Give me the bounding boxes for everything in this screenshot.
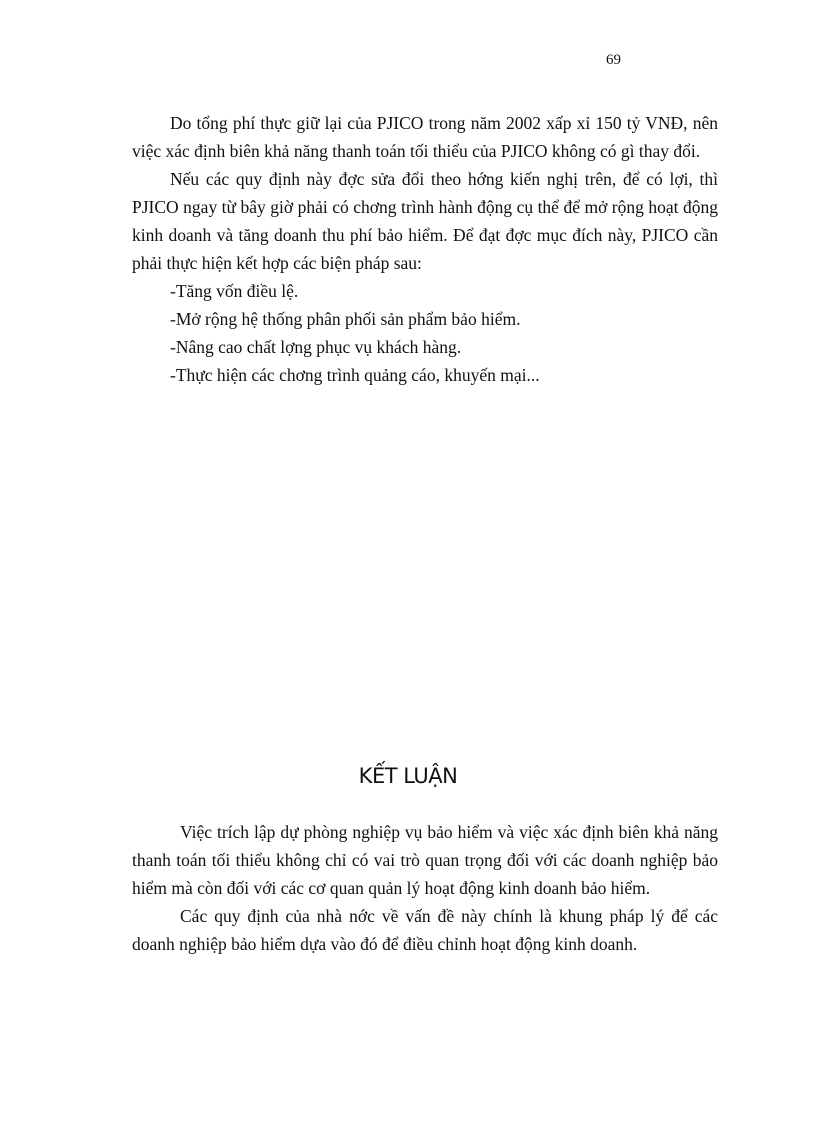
paragraph-conclusion-legal-framework: Các quy định của nhà nớc về vấn đề này chính là khung pháp lý để các doanh nghiệp bảo hiểm dựa vào đó để điều chỉnh hoạt động kinh doanh.: [132, 906, 718, 954]
list-item: -Thực hiện các chơng trình quảng cáo, khuyến mại...: [170, 365, 540, 385]
paragraph-recommendation: Nếu các quy định này đợc sửa đổi theo hớng kiến nghị trên, để có lợi, thì PJICO ngay từ bây giờ phải có chơng trình hành động cụ thể để mở rộng hoạt động kinh doanh và tăng doanh thu phí bảo hiểm. Để đạt đợc mục đích này, PJICO cần phải thực hiện kết hợp các biện pháp sau:: [132, 169, 718, 273]
list-item: -Nâng cao chất lợng phục vụ khách hàng.: [170, 337, 462, 357]
page-number: 69: [606, 52, 621, 68]
list-item: -Mở rộng hệ thống phân phối sản phẩm bảo hiểm.: [170, 309, 521, 329]
top-section: [132, 109, 718, 389]
paragraph-premium-retention: Do tổng phí thực giữ lại của PJICO trong năm 2002 xấp xỉ 150 tỷ VNĐ, nên việc xác định biên khả năng thanh toán tối thiểu của PJICO không có gì thay đổi.: [132, 113, 718, 161]
measures-list: [132, 277, 718, 389]
conclusion-section: [132, 818, 718, 958]
paragraph-conclusion-role: Việc trích lập dự phòng nghiệp vụ bảo hiểm và việc xác định biên khả năng thanh toán tối thiểu không chỉ có vai trò quan trọng đối với các doanh nghiệp bảo hiểm mà còn đối với các cơ quan quản lý hoạt động kinh doanh bảo hiểm.: [132, 822, 718, 898]
list-item: -Tăng vốn điều lệ.: [170, 281, 299, 301]
conclusion-heading: KẾT LUẬN: [358, 764, 458, 788]
